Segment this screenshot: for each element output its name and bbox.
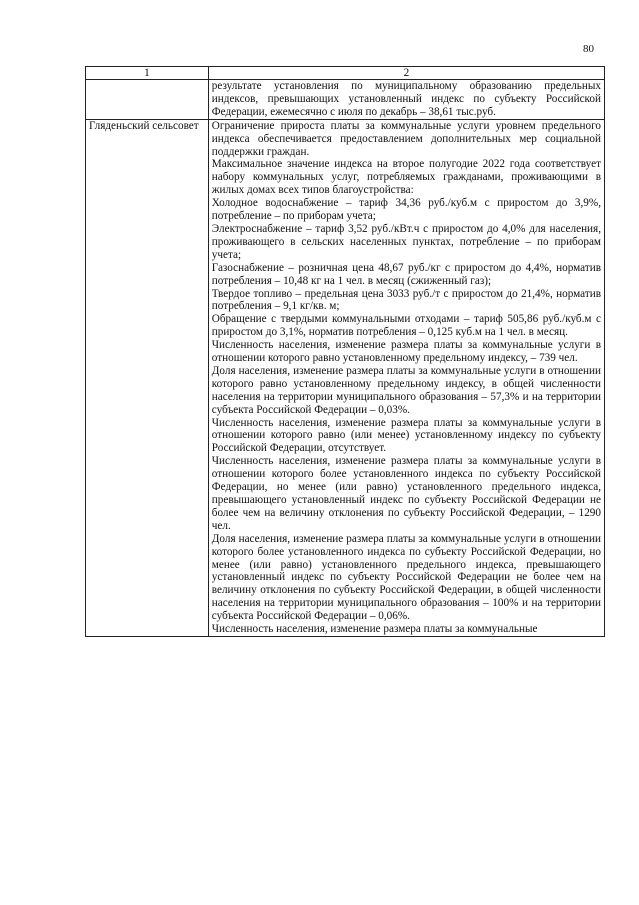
table-header-row <box>86 67 605 80</box>
municipality-name: Гляденьский сельсовет <box>86 119 209 636</box>
paragraph-share-equal: Доля населения, изменение размера платы за коммунальные услуги в отношении которого равно установленному предельному индексу, в общей численности населения на территории муниципального образования – 57,3% и на территории субъекта Российской Федерации – 0,03%. <box>211 364 601 416</box>
paragraph-population-equal: Численность населения, изменение размера платы за коммунальные услуги в отношении которого равно установленному предельному индексу, – 739 чел. <box>211 339 601 365</box>
paragraph-waste: Обращение с твердыми коммунальными отходами – тариф 505,86 руб./куб.м с приростом до 3,1%, норматив потребления – 0,125 куб.м на 1 чел. в месяц. <box>211 313 601 339</box>
paragraph-population-tail: Численность населения, изменение размера платы за коммунальные <box>211 623 538 636</box>
paragraph-max-index: Максимальное значение индекса на второе полугодие 2022 года соответствует набору коммунальных услуг, потребляемых гражданами, проживающими в жилых домах всех типов благоустройства: <box>211 158 601 197</box>
paragraph-cold-water: Холодное водоснабжение – тариф 34,36 руб./куб.м с приростом до 3,9%, потребление – по приборам учета; <box>211 197 601 223</box>
paragraph-population-less: Численность населения, изменение размера платы за коммунальные услуги в отношении которого равно (или менее) установленному индексу по субъекту Российской Федерации, отсутствует. <box>211 416 601 455</box>
table-row-continuation <box>86 80 605 120</box>
paragraph-population-above: Численность населения, изменение размера платы за коммунальные услуги в отношении которого более установленного индекса по субъекту Российской Федерации, но менее (или равно) установленного предельного индекса, превышающего установленный индекс по субъекту Российской Федерации не более чем на величину отклонения по субъекту Российской Федерации, – 1290 чел. <box>211 455 601 532</box>
continuation-text: результате установления по муниципальному образованию предельных индексов, превышающих установленный индекс по субъекту Российской Федерации, ежемесячно с июля по декабрь – 38,61 тыс.руб. <box>211 80 601 118</box>
paragraph-limit-note: Ограничение прироста платы за коммунальные услуги уровнем предельного индекса обеспечивается предоставлением дополнительных мер социальной поддержки граждан. <box>211 119 601 158</box>
empty-cell <box>86 80 209 120</box>
table-row-municipality <box>86 119 605 636</box>
paragraph-solid-fuel: Твердое топливо – предельная цена 3033 руб./т с приростом до 21,4%, норматив потребления – 9,1 кг/кв. м; <box>211 287 601 313</box>
paragraph-gas: Газоснабжение – розничная цена 48,67 руб./кг с приростом до 4,4%, норматив потребления – 10,48 кг на 1 чел. в месяц (сжиженный газ); <box>211 261 601 287</box>
document-table <box>85 66 605 637</box>
description-cell <box>208 119 604 636</box>
paragraph-electricity: Электроснабжение – тариф 3,52 руб./кВт.ч с приростом до 4,0% для населения, проживающего в сельских населенных пунктах, потребление – по приборам учета; <box>211 222 601 261</box>
column-number-2: 2 <box>208 67 604 80</box>
paragraph-share-above: Доля населения, изменение размера платы за коммунальные услуги в отношении которого более установленного индекса по субъекту Российской Федерации, но менее (или равно) установленного предельного индекса, превышающего установленный индекс по субъекту Российской Федерации не более чем на величину отклонения по субъекту Российской Федерации, в общей численности населения на территории муниципального образования – 100% и на территории субъекта Российской Федерации – 0,06%. <box>211 532 601 623</box>
continuation-cell <box>208 80 604 120</box>
column-number-1: 1 <box>86 67 209 80</box>
page-number: 80 <box>583 43 594 55</box>
